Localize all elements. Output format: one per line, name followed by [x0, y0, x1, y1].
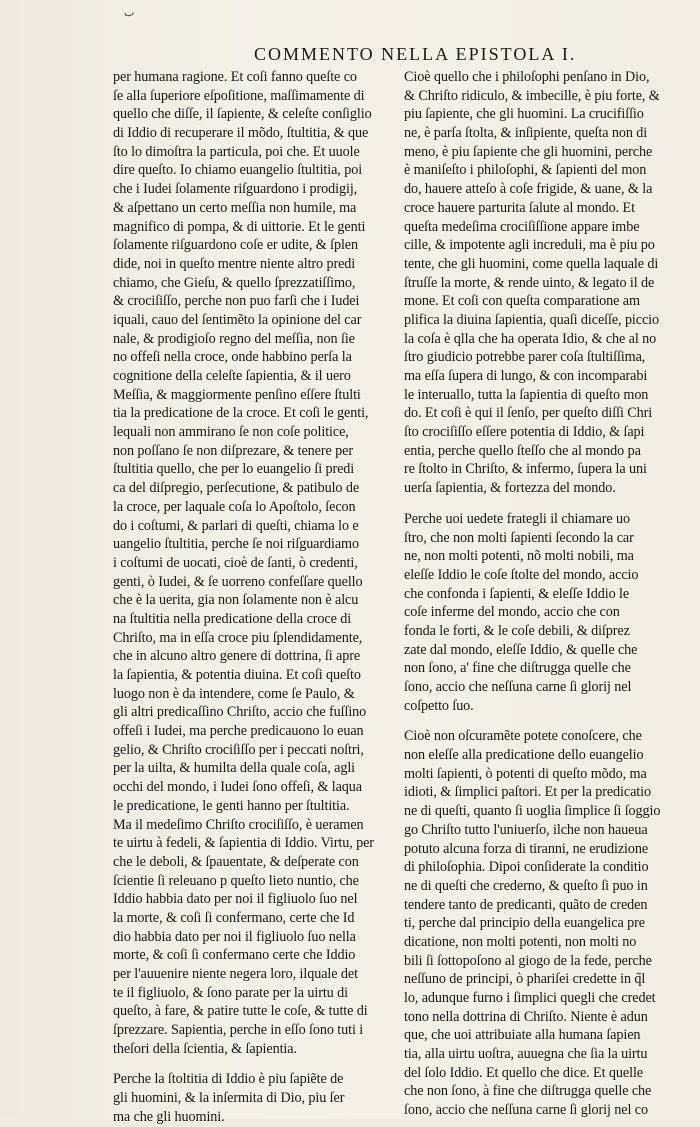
text-line: ca del diſpregio, perſecutione, & patibulo de [113, 480, 360, 497]
text-line: le interuallo, tutta la ſapientia di queſto mon [404, 386, 649, 403]
text-line: & crociſiſſo, perche non puo farſi che i Iudei [113, 293, 360, 310]
corner-mark: ٮ [124, 6, 135, 19]
text-line: croce hauere parturita ſalute al mondo. Et [404, 199, 635, 216]
text-line: ſono, accio che neſſuna carne ſi glorij nel [404, 679, 632, 695]
text-line: te uirtu à fedeli, & ſapientia di Iddio. Virtu, per [113, 835, 374, 852]
text-line: del ſolo Iddio. Et quello che dice. Et quelle [404, 1064, 643, 1081]
text-line: occhi del mondo, i Iudei ſono offeſi, & laqua [113, 779, 362, 796]
text-line: dire queſto. Io chiamo euangelio ſtultitia, poi [113, 162, 363, 179]
text-line: neſſuno de principi, ò phariſei credette in q̃l [404, 971, 646, 988]
text-line: la coſa è qlla che ha operata Idio, & che al no [404, 330, 657, 347]
text-line: ſolamente riſguardono coſe er udite, & ſplen [113, 237, 358, 254]
text-line: Meſſia, & maggiormente penſino eſſere ſtulti [113, 386, 361, 403]
text-line: queſta medeſima crociſiſſione appare imbe [404, 218, 640, 235]
text-line: re ſtolto in Chriſto, & infermo, ſupera la uni [404, 461, 647, 478]
text-line: morte, & coſi ſi confermano certe che Iddio [113, 947, 356, 964]
text-line: potuto alcuna forza di tiranni, ne erudizione [404, 840, 649, 857]
text-line: ne, è parſa ſtolta, & inſipiente, queſta non di [404, 125, 648, 142]
text-line: per la uilta, & humilta della quale coſa, agli [113, 760, 356, 777]
text-line: molti ſapienti, ò potenti di queſto mõdo, ma [404, 765, 647, 782]
text-line: per humana ragione. Et coſi fanno queſte co [113, 69, 357, 85]
paragraph-gap [404, 715, 684, 727]
paragraph [113, 68, 391, 1058]
text-line: ti, perche dal principio della euangelica pre [404, 915, 645, 932]
text-line: Chriſto, ma in eſſa croce piu ſplendidamente, [113, 629, 363, 646]
text-line: tendere tanto de predicanti, quãto de creden [404, 896, 648, 913]
text-line: gli altri predicaſſino Chriſto, accio che fuſſino [113, 704, 367, 721]
text-line: gelio, & Chriſto crociſiſſo per i peccati noſtri, [113, 741, 364, 758]
text-line: la croce, per laquale coſa lo Apoſtolo, ſecon [113, 498, 356, 515]
text-line: ſtro, che non molti ſapienti ſecondo la car [404, 529, 634, 546]
text-line: chiamo, che Gieſu, & quello ſprezzatiſſimo, [113, 274, 356, 291]
text-line: theſori della ſcientia, & ſapientia. [113, 1040, 297, 1057]
text-line: le predicatione, le genti hanno per ſtultitia. [113, 797, 350, 814]
text-line: tono nella dottrina di Chriſto. Niente è adun [404, 1008, 648, 1025]
text-line: che in alcuno altro genere di dottrina, ſi apre [113, 648, 361, 665]
text-line: te il figliuolo, & ſono parate per la uirtu di [113, 984, 348, 1001]
text-line: i coſtumi de uocati, cioè de ſanti, ò credenti, [113, 554, 358, 571]
text-line: entia, perche quello ſteſſo che al mondo pa [404, 442, 641, 459]
running-head: COMMENTO NELLA EPISTOLA I. [254, 44, 577, 64]
text-line: che i Iudei ſolamente riſguardono i prodigij, [113, 181, 358, 198]
paragraph [404, 510, 684, 716]
text-line: mone. Et coſi con queſta comparatione am [404, 293, 640, 310]
text-line: non poſſano ſe non diſprezare, & tenere per [113, 442, 353, 459]
text-line: idioti, & ſimplici paſtori. Et per la predicatio [404, 784, 651, 801]
text-line: piu ſapiente, che gli huomini. La crucifiſſio [404, 106, 644, 123]
text-line: cognitione della celeſte ſapientia, & il uero [113, 368, 351, 384]
text-line: magnifico di pompa, & di uittorie. Et le genti [113, 218, 366, 235]
text-line: do. Et coſi è qui il ſenſo, per queſto diſſi Chri [404, 405, 653, 422]
text-line: ſto crociſiſſo eſſere potentia di Iddio, & ſapi [404, 424, 645, 441]
text-line: non eleſſe alla predicatione dello euangelio [404, 747, 644, 764]
text-line: di Iddio di recuperare il mõdo, ſtultitia, & que [113, 125, 369, 142]
text-line: che non ſono, à fine che diſtrugga quelle che [404, 1083, 652, 1100]
text-line: gli huomini, & la inſermita di Dio, piu ſer [113, 1090, 345, 1107]
text-line: na ſtultitia nella predicatione della croce di [113, 610, 352, 627]
paragraph [404, 727, 684, 1119]
text-line: nale, & prodigioſo regno del meſſia, non ſie [113, 330, 355, 347]
text-line: coſe inferme del mondo, accio che con [404, 604, 620, 621]
text-line: Cioè non oſcuramẽte potete conoſcere, che [404, 728, 642, 745]
text-line: bili ſi ſottopoſono al giogo de la fede, perche [404, 952, 652, 969]
text-line: iquali, cauo del ſentimẽto la opinione del car [113, 311, 362, 328]
text-line: Cioè quello che i philoſophi penſano in Dio, [404, 69, 650, 85]
text-line: quello che diſſe, il ſapiente, & celeſte conſiglio [113, 106, 372, 123]
text-line: luogo non è da intendere, come ſe Paulo, & [113, 685, 355, 702]
text-line: che è la uerita, gia non ſolamente non è alcu [113, 592, 359, 609]
text-line: que, che uoi attribuiate alla humana ſapien [404, 1027, 641, 1044]
text-line: & Chriſto ridiculo, & imbecille, è piu forte, & [404, 87, 660, 104]
paragraph-gap [404, 498, 684, 510]
text-line: ne, non molti potenti, nõ molti nobili, ma [404, 548, 634, 565]
text-line: Iddio habbia dato per noi il figliuolo ſuo nel [113, 891, 358, 908]
text-line: coſpetto ſuo. [404, 697, 474, 714]
text-line: do i coſtumi, & parlari di queſti, chiama lo e [113, 517, 359, 534]
text-line: di philoſophia. Dipoi conſiderate la conditio [404, 859, 649, 876]
text-line: do, hauere atteſo à coſe frigide, & uane, & la [404, 181, 653, 198]
text-line: ma eſſa ſupera di lungo, & con incomparabi [404, 368, 648, 384]
text-line: uangelio ſtultitia, perche ſe noi riſguardiamo [113, 536, 359, 553]
text-line: è maniſeſto i philoſophi, & ſapienti del mon [404, 162, 647, 179]
text-line: tia la predicatione de la croce. Et coſi le genti, [113, 405, 369, 422]
text-line: ſprezzare. Sapientia, perche in eſſo ſono tuti i [113, 1022, 364, 1039]
text-line: ſcientie ſi releuano p queſto lieto nuntio, che [113, 872, 359, 889]
text-line: non ſono, a' fine che diſtrugga quelle che [404, 660, 631, 677]
text-line: che confonda i ſapienti, & eleſſe Iddio le [404, 585, 630, 602]
text-line: dicatione, non molti potenti, non molti no [404, 933, 637, 950]
text-line: Perche la ſtoltitia di Iddio è piu ſapiẽte de [113, 1071, 344, 1088]
text-line: cille, & impotente agli increduli, ma è piu po [404, 237, 655, 254]
text-line: eleſſe Iddio le coſe ſtolte del mondo, accio [404, 566, 639, 583]
text-line: ſe alla ſuperiore eſpoſitione, maſſimamente di [113, 87, 365, 104]
paragraph [113, 1070, 391, 1126]
text-line: ſono, accio che neſſuna carne ſi glorij nel co [404, 1102, 648, 1119]
text-line: lo, adunque furno i ſimplici quegli che credet [404, 990, 656, 1006]
paragraph-gap [113, 1058, 391, 1070]
text-line: no offeſi nella croce, onde habbino perſa la [113, 349, 352, 366]
text-line: la ſapientia, & potentia diuina. Et coſi queſto [113, 667, 361, 683]
text-line: tente, che gli huomini, come quella laquale di [404, 255, 659, 272]
text-line: lequali non ammirano ſe non coſe politice, [113, 424, 349, 441]
text-line: go Chriſto tutto l'uniuerſo, ilche non haueua [404, 821, 648, 838]
text-line: dio habbia dato per noi il figliuolo ſuo nella [113, 928, 356, 945]
text-line: che le deboli, & ſpauentate, & deſperate con [113, 853, 359, 870]
text-line: ſtultitia quello, che per lo euangelio ſi predi [113, 461, 355, 478]
text-line: per l'auuenire niente negera loro, ilquale det [113, 966, 358, 982]
text-line: genti, ò Iudei, & ſe uorreno confeſſare quello [113, 573, 363, 590]
text-line: ſto lo dimoſtra la particula, poi che. Et uuole [113, 143, 360, 160]
text-line: queſto, à fare, & patire tutte le coſe, & tutte di [113, 1003, 368, 1020]
text-line: & aſpettano un certo meſſia non humile, ma [113, 199, 357, 216]
text-line: la morte, & coſi ſi confermano, certe che Id [113, 909, 355, 926]
text-line: tia, alla uirtu uoſtra, auuegna che ſia la uirtu [404, 1046, 648, 1063]
text-line: zate dal mondo, eleſſe Iddio, & quelle che [404, 641, 638, 658]
text-line: Perche uoi uedete frategli il chiamare uo [404, 510, 630, 527]
text-line: fonda le forti, & le coſe debili, & diſprez [404, 622, 630, 639]
text-line: plifica la diuina ſapientia, quaſi diceſſe, piccio [404, 311, 660, 328]
text-line: meno, è piu ſapiente che gli huomini, perche [404, 143, 653, 160]
text-line: dide, noi in queſto mentre niente altro predi [113, 255, 356, 272]
text-line: ne di queſti, quanto ſi uoglia ſimplice ſi ſoggio [404, 803, 661, 820]
text-line: Ma il medeſimo Chriſto crociſiſſo, è ueramen [113, 816, 364, 833]
text-line: ſtro giudicio potrebbe parer coſa ſtultiſſima, [404, 349, 646, 366]
text-line: ne di queſti che crederno, & queſto ſi puo in [404, 877, 648, 894]
paragraph [404, 68, 684, 498]
text-line: ma che gli huomini. [113, 1108, 225, 1125]
left-column [113, 68, 391, 1127]
text-line: ſtruſſe la morte, & rende uinto, & legato il de [404, 274, 655, 291]
text-line: offeſi i Iudei, ma perche predicauono lo euan [113, 723, 364, 740]
text-line: uerſa ſapientia, & fortezza del mondo. [404, 480, 616, 497]
right-column [404, 68, 684, 1120]
